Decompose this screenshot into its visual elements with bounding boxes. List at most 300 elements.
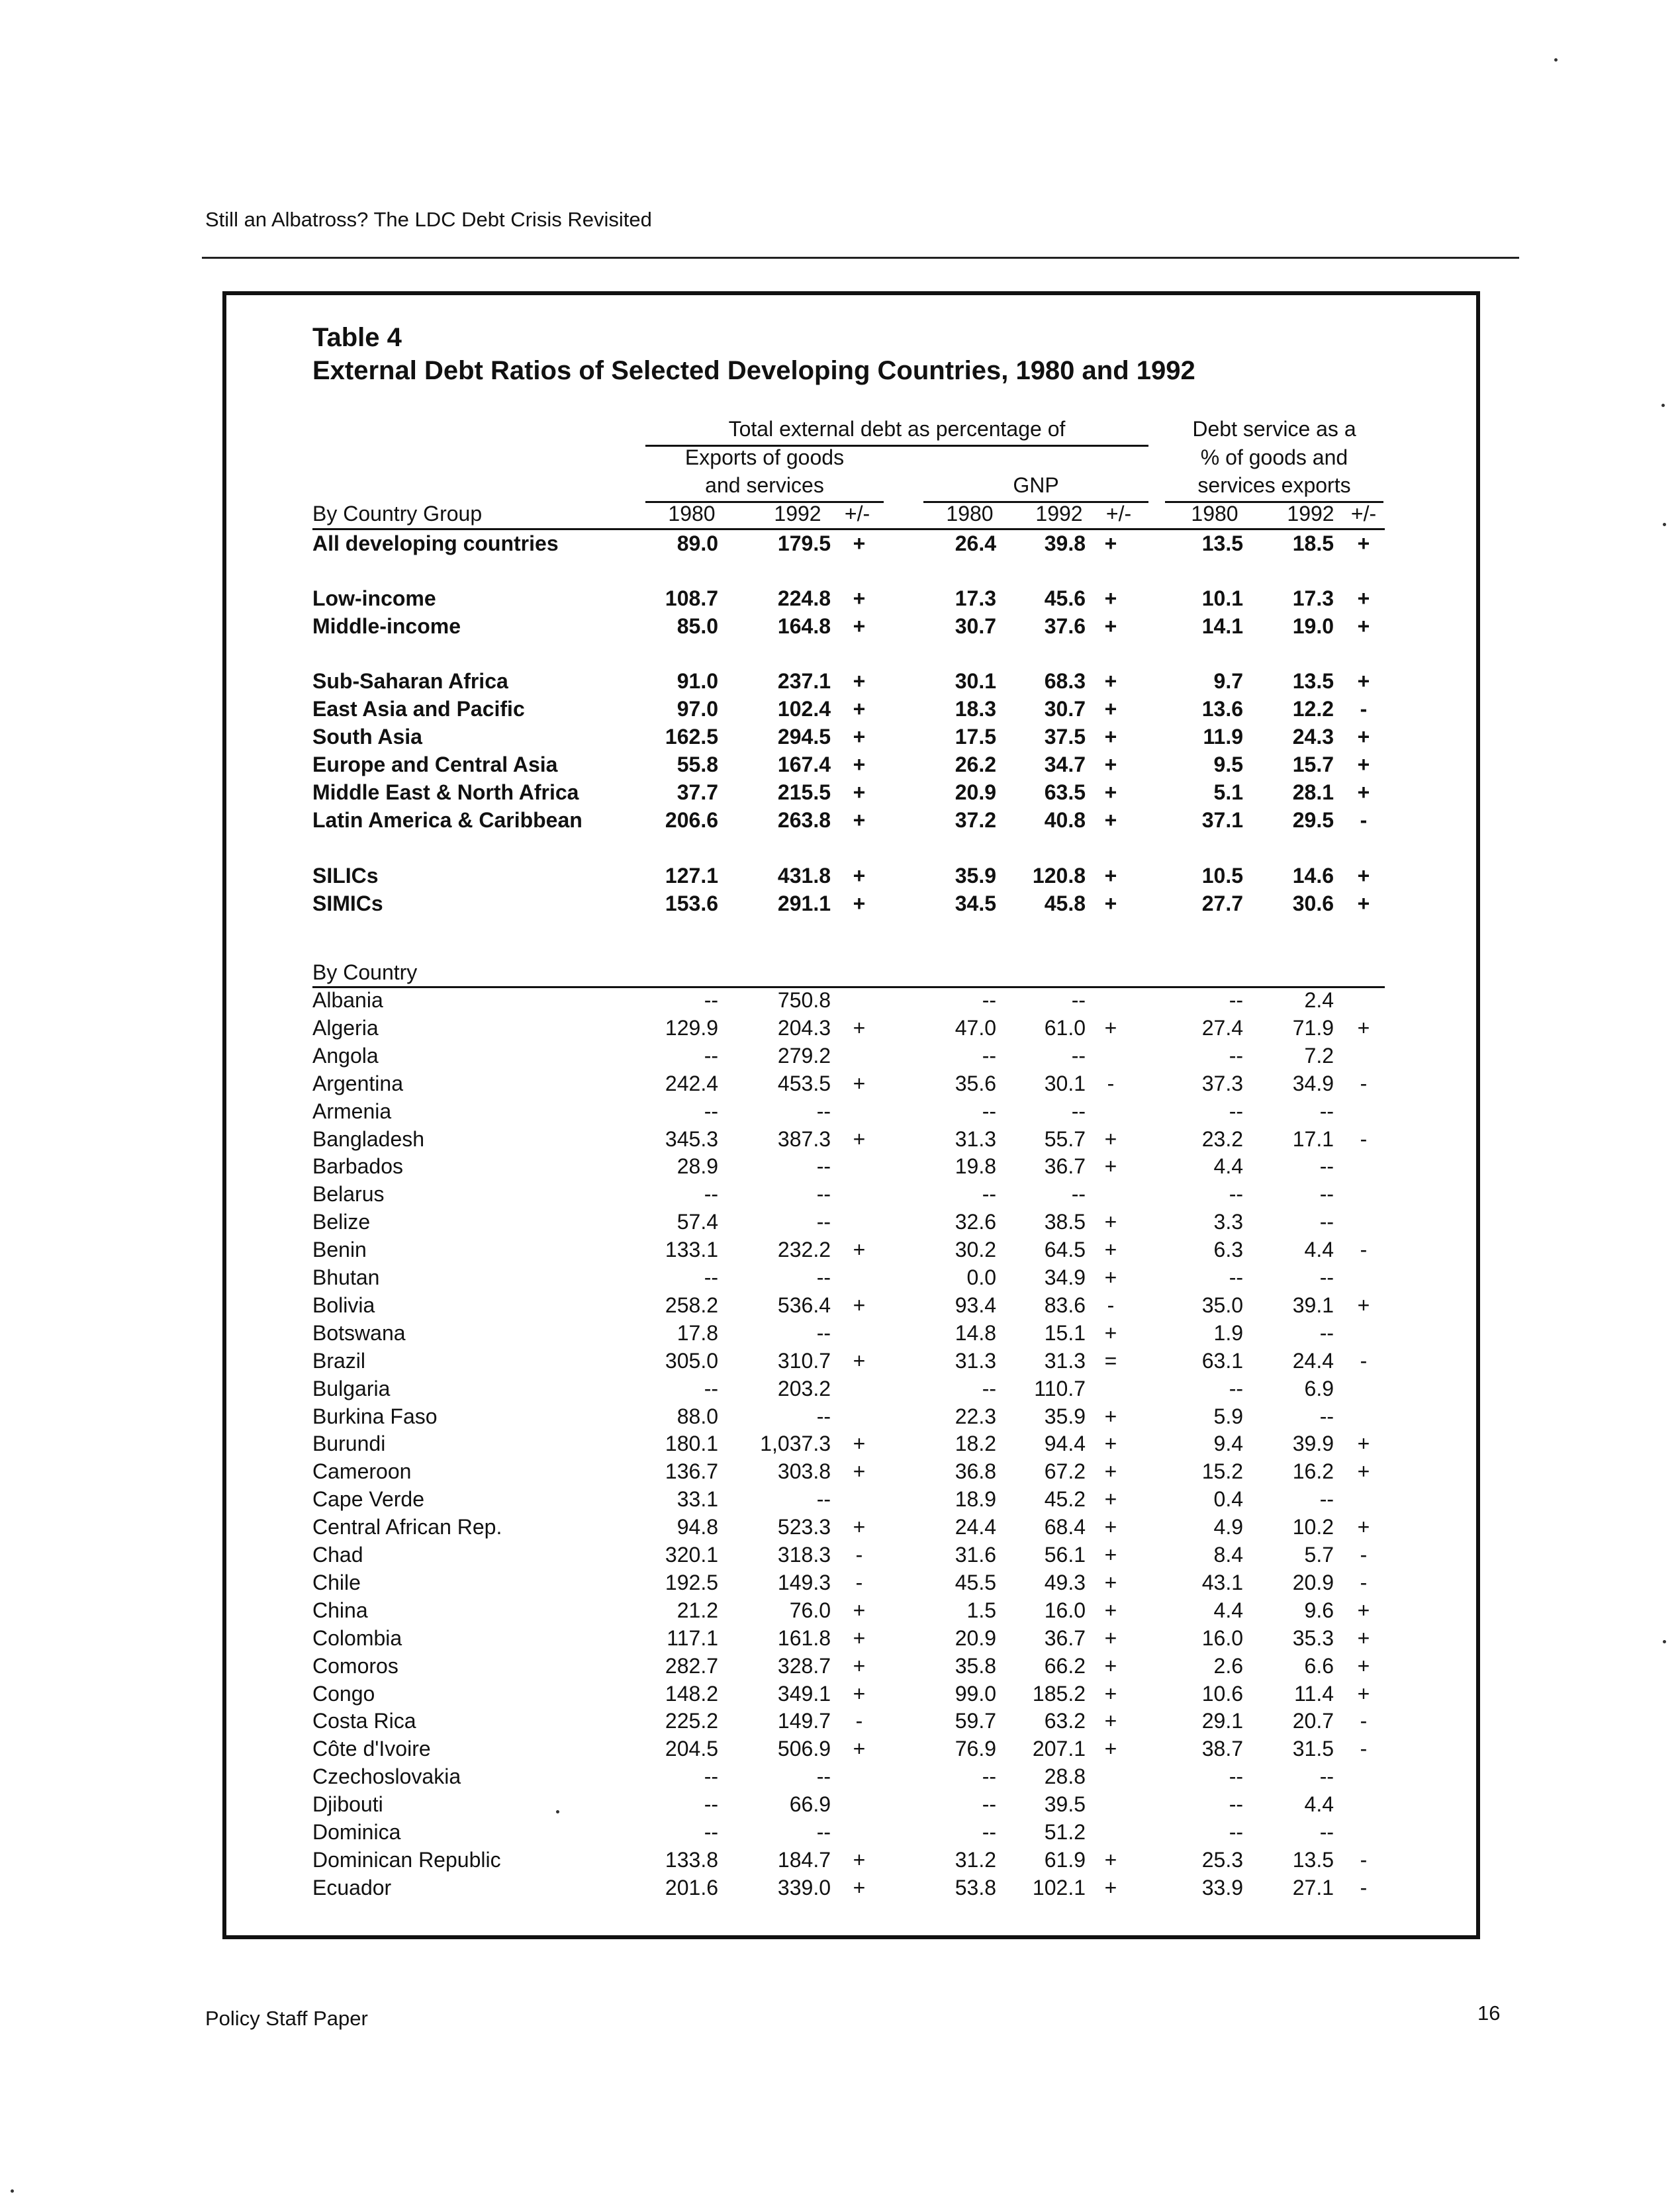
cell-gnp-change: +: [1104, 1238, 1117, 1261]
cell-gnp-1980: 32.6: [955, 1210, 996, 1234]
cell-ds-change: -: [1360, 1238, 1368, 1261]
cell-ds-change: -: [1360, 1876, 1368, 1900]
cell-ds-change: +: [1357, 1459, 1370, 1483]
cell-gnp-1980: 31.3: [955, 1349, 996, 1373]
country-name: Congo: [312, 1682, 375, 1706]
group-name: SILICs: [312, 864, 379, 888]
cell-ds-1992: 13.5: [1292, 669, 1334, 693]
cell-gnp-1980: 26.4: [955, 531, 996, 555]
country-name: Burkina Faso: [312, 1404, 438, 1428]
cell-exports-change: +: [853, 1848, 866, 1872]
cell-ds-1992: 9.6: [1304, 1598, 1334, 1622]
scan-speck: [11, 2189, 14, 2193]
cell-ds-1980: 3.3: [1213, 1210, 1243, 1234]
cell-ds-1992: --: [1319, 1404, 1334, 1428]
cell-gnp-change: +: [1104, 1515, 1117, 1539]
cell-ds-1980: 13.5: [1201, 531, 1243, 555]
header-group-label: By Country Group: [312, 502, 483, 526]
cell-exports-1992: 310.7: [777, 1349, 831, 1373]
cell-ds-1980: --: [1229, 1792, 1243, 1816]
cell-exports-1980: 320.1: [665, 1543, 718, 1567]
cell-gnp-change: +: [1104, 892, 1117, 915]
cell-exports-1992: --: [816, 1099, 831, 1123]
scan-speck: [1663, 1640, 1666, 1643]
cell-ds-change: +: [1357, 669, 1370, 693]
cell-gnp-1992: 39.8: [1044, 531, 1086, 555]
cell-ds-1980: 2.6: [1213, 1654, 1243, 1678]
country-name: Armenia: [312, 1099, 392, 1123]
cell-gnp-1992: 68.4: [1044, 1515, 1086, 1539]
cell-ds-1980: --: [1229, 1099, 1243, 1123]
cell-ds-1992: 17.1: [1292, 1127, 1334, 1151]
cell-ds-1992: 15.7: [1292, 753, 1334, 776]
country-row: [0, 1818, 1680, 1846]
group-row: [0, 667, 1680, 695]
country-row: [0, 1236, 1680, 1263]
cell-ds-1992: 4.4: [1304, 1238, 1334, 1261]
cell-ds-1992: 24.4: [1292, 1349, 1334, 1373]
cell-ds-change: +: [1357, 614, 1370, 638]
cell-ds-1980: 0.4: [1213, 1487, 1243, 1511]
cell-gnp-1992: 66.2: [1044, 1654, 1086, 1678]
cell-ds-1992: --: [1319, 1265, 1334, 1289]
cell-ds-1992: 34.9: [1292, 1072, 1334, 1095]
table-title: External Debt Ratios of Selected Developing Countries, 1980 and 1992: [312, 356, 1195, 385]
cell-gnp-1992: 30.1: [1044, 1072, 1086, 1095]
cell-gnp-change: +: [1104, 669, 1117, 693]
cell-gnp-1980: 17.3: [955, 586, 996, 610]
cell-exports-change: +: [853, 1459, 866, 1483]
cell-exports-1992: 164.8: [777, 614, 831, 638]
cell-gnp-1992: 37.6: [1044, 614, 1086, 638]
country-row: [0, 1263, 1680, 1291]
cell-ds-1992: 4.4: [1304, 1792, 1334, 1816]
cell-gnp-change: +: [1104, 1543, 1117, 1567]
cell-ds-1992: 20.7: [1292, 1709, 1334, 1733]
group-row: [0, 890, 1680, 917]
group-row: [0, 584, 1680, 612]
country-name: Dominica: [312, 1820, 401, 1844]
cell-exports-1980: --: [704, 1820, 718, 1844]
country-name: Algeria: [312, 1016, 379, 1040]
cell-gnp-1980: --: [982, 1820, 996, 1844]
cell-gnp-1992: 34.7: [1044, 753, 1086, 776]
cell-ds-change: +: [1357, 1598, 1370, 1622]
cell-exports-1992: 523.3: [777, 1515, 831, 1539]
country-name: Central African Rep.: [312, 1515, 502, 1539]
cell-ds-1992: 16.2: [1292, 1459, 1334, 1483]
country-row: [0, 1652, 1680, 1680]
country-row: [0, 1042, 1680, 1070]
cell-exports-1992: --: [816, 1182, 831, 1206]
group-name: Middle East & North Africa: [312, 780, 579, 804]
cell-gnp-change: +: [1104, 753, 1117, 776]
cell-exports-1980: 305.0: [665, 1349, 718, 1373]
country-row: [0, 1735, 1680, 1763]
cell-gnp-1992: 28.8: [1044, 1764, 1086, 1788]
cell-exports-change: +: [853, 669, 866, 693]
cell-gnp-change: +: [1104, 1154, 1117, 1178]
cell-ds-1992: 13.5: [1292, 1848, 1334, 1872]
cell-ds-1980: 1.9: [1213, 1321, 1243, 1345]
cell-exports-1980: 55.8: [677, 753, 718, 776]
cell-ds-1980: 9.4: [1213, 1432, 1243, 1455]
cell-ds-1980: --: [1229, 988, 1243, 1012]
country-row: [0, 1125, 1680, 1153]
cell-exports-change: +: [853, 1349, 866, 1373]
cell-exports-1980: 21.2: [677, 1598, 718, 1622]
country-row: [0, 986, 1680, 1014]
cell-ds-1980: --: [1229, 1820, 1243, 1844]
cell-ds-1992: 19.0: [1292, 614, 1334, 638]
scan-speck: [1554, 58, 1558, 62]
cell-gnp-change: +: [1104, 1210, 1117, 1234]
cell-exports-1980: --: [704, 1377, 718, 1400]
cell-exports-1992: --: [816, 1154, 831, 1178]
header-ds-1980: 1980: [1191, 502, 1238, 526]
cell-ds-1992: --: [1319, 1820, 1334, 1844]
cell-ds-1992: --: [1319, 1487, 1334, 1511]
cell-exports-1992: 453.5: [777, 1072, 831, 1095]
cell-exports-1992: 224.8: [777, 586, 831, 610]
cell-exports-1992: 149.3: [777, 1571, 831, 1594]
cell-exports-1980: 345.3: [665, 1127, 718, 1151]
country-name: Belize: [312, 1210, 371, 1234]
cell-gnp-1992: --: [1071, 1044, 1086, 1068]
cell-ds-1992: 20.9: [1292, 1571, 1334, 1594]
header-exports-1992: 1992: [774, 502, 821, 526]
group-name: All developing countries: [312, 531, 559, 555]
cell-exports-1980: 201.6: [665, 1876, 718, 1900]
cell-gnp-1980: 22.3: [955, 1404, 996, 1428]
running-head: Still an Albatross? The LDC Debt Crisis Revisited: [205, 208, 652, 231]
header-ds-change: +/-: [1350, 502, 1377, 526]
cell-ds-1980: 33.9: [1201, 1876, 1243, 1900]
group-row: [0, 612, 1680, 640]
cell-exports-1980: 204.5: [665, 1737, 718, 1761]
cell-ds-1980: 23.2: [1201, 1127, 1243, 1151]
cell-ds-change: +: [1357, 531, 1370, 555]
cell-ds-1980: --: [1229, 1265, 1243, 1289]
cell-gnp-change: +: [1104, 1265, 1117, 1289]
cell-ds-1980: 4.9: [1213, 1515, 1243, 1539]
country-name: Dominican Republic: [312, 1848, 501, 1872]
header-gnp-1992: 1992: [1035, 502, 1083, 526]
cell-gnp-1992: 67.2: [1044, 1459, 1086, 1483]
cell-gnp-change: +: [1104, 1487, 1117, 1511]
cell-gnp-change: +: [1104, 1598, 1117, 1622]
cell-gnp-1980: 1.5: [966, 1598, 996, 1622]
country-name: Côte d'Ivoire: [312, 1737, 431, 1761]
cell-exports-1980: 94.8: [677, 1515, 718, 1539]
cell-gnp-1992: 45.6: [1044, 586, 1086, 610]
country-name: Djibouti: [312, 1792, 383, 1816]
group-row: [0, 806, 1680, 834]
country-name: Bhutan: [312, 1265, 380, 1289]
cell-gnp-1992: 63.2: [1044, 1709, 1086, 1733]
cell-gnp-1992: 110.7: [1034, 1377, 1086, 1400]
cell-ds-1992: --: [1319, 1154, 1334, 1178]
cell-exports-1980: 133.8: [665, 1848, 718, 1872]
cell-ds-change: +: [1357, 1293, 1370, 1317]
cell-exports-1980: 89.0: [677, 531, 718, 555]
country-row: [0, 1485, 1680, 1513]
country-row: [0, 1319, 1680, 1347]
cell-ds-1980: 38.7: [1201, 1737, 1243, 1761]
country-name: Colombia: [312, 1626, 402, 1650]
cell-ds-1980: 16.0: [1201, 1626, 1243, 1650]
cell-ds-1980: 25.3: [1201, 1848, 1243, 1872]
cell-gnp-1992: 45.8: [1044, 892, 1086, 915]
cell-exports-1992: 237.1: [777, 669, 831, 693]
cell-ds-change: +: [1357, 780, 1370, 804]
country-name: Chad: [312, 1543, 363, 1567]
cell-ds-change: +: [1357, 1626, 1370, 1650]
cell-gnp-1980: --: [982, 1044, 996, 1068]
cell-ds-1980: 37.3: [1201, 1072, 1243, 1095]
cell-exports-1992: 536.4: [777, 1293, 831, 1317]
cell-exports-1980: 28.9: [677, 1154, 718, 1178]
cell-exports-change: +: [853, 1238, 866, 1261]
cell-exports-1992: 339.0: [777, 1876, 831, 1900]
cell-ds-1980: 63.1: [1201, 1349, 1243, 1373]
cell-ds-1980: 37.1: [1201, 808, 1243, 832]
cell-exports-1980: 88.0: [677, 1404, 718, 1428]
group-row: [0, 778, 1680, 806]
cell-exports-1980: 148.2: [665, 1682, 718, 1706]
cell-exports-1980: 33.1: [677, 1487, 718, 1511]
country-row: [0, 1707, 1680, 1735]
group-name: Europe and Central Asia: [312, 753, 558, 776]
cell-ds-change: +: [1357, 1654, 1370, 1678]
cell-gnp-change: +: [1104, 1016, 1117, 1040]
cell-gnp-change: +: [1104, 1682, 1117, 1706]
scan-speck: [556, 1810, 559, 1813]
cell-ds-1980: 8.4: [1213, 1543, 1243, 1567]
cell-ds-change: +: [1357, 892, 1370, 915]
cell-gnp-change: +: [1104, 1432, 1117, 1455]
country-row: [0, 1874, 1680, 1901]
cell-exports-change: +: [853, 1432, 866, 1455]
cell-gnp-1992: 36.7: [1044, 1154, 1086, 1178]
cell-gnp-change: +: [1104, 864, 1117, 888]
cell-exports-change: +: [853, 780, 866, 804]
cell-exports-change: -: [855, 1543, 863, 1567]
cell-gnp-1980: --: [982, 1792, 996, 1816]
cell-exports-1992: 291.1: [777, 892, 831, 915]
cell-exports-1992: --: [816, 1764, 831, 1788]
page-number: 16: [1477, 2001, 1501, 2025]
country-name: Angola: [312, 1044, 379, 1068]
cell-gnp-1980: 20.9: [955, 780, 996, 804]
country-name: China: [312, 1598, 368, 1622]
cell-gnp-change: +: [1104, 1127, 1117, 1151]
cell-ds-change: -: [1360, 1848, 1368, 1872]
cell-gnp-change: +: [1104, 1459, 1117, 1483]
cell-gnp-change: +: [1104, 614, 1117, 638]
header-exports-line2: and services: [705, 473, 824, 497]
country-row: [0, 1541, 1680, 1569]
group-name: Sub-Saharan Africa: [312, 669, 508, 693]
cell-gnp-1992: 207.1: [1032, 1737, 1086, 1761]
cell-gnp-1992: 56.1: [1044, 1543, 1086, 1567]
cell-exports-change: +: [853, 892, 866, 915]
cell-ds-1992: 7.2: [1304, 1044, 1334, 1068]
cell-gnp-1992: 16.0: [1044, 1598, 1086, 1622]
cell-gnp-1980: 26.2: [955, 753, 996, 776]
cell-gnp-1980: --: [982, 1377, 996, 1400]
cell-exports-1992: 184.7: [777, 1848, 831, 1872]
cell-ds-change: +: [1357, 1016, 1370, 1040]
cell-exports-1992: 102.4: [777, 697, 831, 721]
cell-exports-change: +: [853, 753, 866, 776]
cell-ds-change: +: [1357, 1682, 1370, 1706]
country-row: [0, 1680, 1680, 1708]
header-exports-line1: Exports of goods: [684, 445, 845, 469]
cell-exports-change: +: [853, 1016, 866, 1040]
cell-gnp-1980: 19.8: [955, 1154, 996, 1178]
country-name: Burundi: [312, 1432, 386, 1455]
country-name: Costa Rica: [312, 1709, 416, 1733]
cell-ds-1992: 35.3: [1292, 1626, 1334, 1650]
cell-ds-1992: 14.6: [1292, 864, 1334, 888]
cell-ds-change: +: [1357, 1515, 1370, 1539]
cell-exports-1980: 108.7: [665, 586, 718, 610]
cell-exports-1980: 242.4: [665, 1072, 718, 1095]
cell-exports-1992: 76.0: [789, 1598, 831, 1622]
header-exports-change: +/-: [844, 502, 870, 526]
cell-exports-1992: 263.8: [777, 808, 831, 832]
country-row: [0, 1457, 1680, 1485]
cell-gnp-1992: 36.7: [1044, 1626, 1086, 1650]
cell-exports-1980: --: [704, 1764, 718, 1788]
cell-gnp-1980: 35.9: [955, 864, 996, 888]
cell-exports-change: +: [853, 1598, 866, 1622]
cell-exports-1980: 136.7: [665, 1459, 718, 1483]
cell-exports-1980: --: [704, 1265, 718, 1289]
cell-exports-1980: 117.1: [667, 1626, 718, 1650]
cell-exports-1980: 258.2: [665, 1293, 718, 1317]
cell-ds-1992: 18.5: [1292, 531, 1334, 555]
cell-ds-change: +: [1357, 586, 1370, 610]
cell-gnp-change: +: [1104, 808, 1117, 832]
cell-ds-change: +: [1357, 753, 1370, 776]
country-row: [0, 1846, 1680, 1874]
cell-ds-change: -: [1360, 1072, 1368, 1095]
group-name: Low-income: [312, 586, 436, 610]
cell-ds-1980: --: [1229, 1377, 1243, 1400]
cell-ds-change: -: [1360, 808, 1368, 832]
cell-gnp-1992: 185.2: [1032, 1682, 1086, 1706]
cell-exports-change: +: [853, 864, 866, 888]
cell-exports-1992: 431.8: [777, 864, 831, 888]
cell-ds-1980: 5.9: [1213, 1404, 1243, 1428]
cell-ds-1992: 2.4: [1304, 988, 1334, 1012]
cell-gnp-1992: 63.5: [1044, 780, 1086, 804]
cell-exports-change: +: [853, 1293, 866, 1317]
country-name: Barbados: [312, 1154, 403, 1178]
cell-ds-1980: 13.6: [1201, 697, 1243, 721]
cell-exports-1992: 387.3: [777, 1127, 831, 1151]
cell-exports-1980: --: [704, 1044, 718, 1068]
cell-gnp-1992: --: [1071, 1099, 1086, 1123]
cell-gnp-change: +: [1104, 780, 1117, 804]
cell-exports-change: +: [853, 614, 866, 638]
cell-exports-change: +: [853, 1072, 866, 1095]
cell-exports-1980: 91.0: [677, 669, 718, 693]
cell-ds-1992: 17.3: [1292, 586, 1334, 610]
header-debt-service-line1: Debt service as a: [1192, 417, 1356, 441]
cell-gnp-change: +: [1104, 1321, 1117, 1345]
cell-exports-1992: 179.5: [777, 531, 831, 555]
country-name: Czechoslovakia: [312, 1764, 461, 1788]
cell-ds-1992: 27.1: [1292, 1876, 1334, 1900]
cell-exports-1992: 204.3: [777, 1016, 831, 1040]
cell-exports-1992: --: [816, 1404, 831, 1428]
cell-exports-change: +: [853, 531, 866, 555]
cell-exports-1980: 133.1: [665, 1238, 718, 1261]
cell-ds-change: -: [1360, 1571, 1368, 1594]
cell-exports-1980: 129.9: [665, 1016, 718, 1040]
cell-gnp-1980: --: [982, 1182, 996, 1206]
group-name: Latin America & Caribbean: [312, 808, 583, 832]
cell-gnp-1992: 94.4: [1044, 1432, 1086, 1455]
cell-exports-1992: --: [816, 1265, 831, 1289]
cell-exports-1992: 161.8: [777, 1626, 831, 1650]
header-debt-service-line2: % of goods and: [1200, 445, 1348, 469]
cell-exports-change: +: [853, 1682, 866, 1706]
cell-ds-1992: --: [1319, 1210, 1334, 1234]
country-row: [0, 1596, 1680, 1624]
group-row: [0, 529, 1680, 557]
cell-gnp-1992: 38.5: [1044, 1210, 1086, 1234]
group-name: Middle-income: [312, 614, 461, 638]
cell-exports-change: +: [853, 586, 866, 610]
cell-ds-1980: 35.0: [1201, 1293, 1243, 1317]
cell-gnp-1992: 51.2: [1044, 1820, 1086, 1844]
country-name: Cameroon: [312, 1459, 412, 1483]
country-row: [0, 1569, 1680, 1596]
cell-ds-change: +: [1357, 725, 1370, 749]
country-row: [0, 1513, 1680, 1541]
cell-gnp-1980: 36.8: [955, 1459, 996, 1483]
cell-gnp-1980: 31.3: [955, 1127, 996, 1151]
cell-gnp-1980: 35.6: [955, 1072, 996, 1095]
cell-ds-1992: 71.9: [1292, 1016, 1334, 1040]
group-row: [0, 751, 1680, 778]
cell-exports-change: +: [853, 1515, 866, 1539]
country-row: [0, 1347, 1680, 1375]
cell-exports-change: +: [853, 1737, 866, 1761]
cell-gnp-1992: 120.8: [1032, 864, 1086, 888]
cell-exports-1992: --: [816, 1210, 831, 1234]
cell-ds-1980: 29.1: [1201, 1709, 1243, 1733]
group-row: [0, 695, 1680, 723]
cell-gnp-1980: 99.0: [955, 1682, 996, 1706]
cell-ds-change: -: [1360, 1737, 1368, 1761]
cell-gnp-1992: --: [1071, 988, 1086, 1012]
cell-gnp-change: -: [1107, 1072, 1115, 1095]
cell-ds-1992: 5.7: [1304, 1543, 1334, 1567]
cell-ds-1992: 6.6: [1304, 1654, 1334, 1678]
cell-gnp-1980: 24.4: [955, 1515, 996, 1539]
cell-ds-1992: 31.5: [1292, 1737, 1334, 1761]
cell-exports-change: +: [853, 725, 866, 749]
cell-gnp-1980: 93.4: [955, 1293, 996, 1317]
country-name: Chile: [312, 1571, 361, 1594]
country-name: Bangladesh: [312, 1127, 425, 1151]
cell-exports-1980: 37.7: [677, 780, 718, 804]
